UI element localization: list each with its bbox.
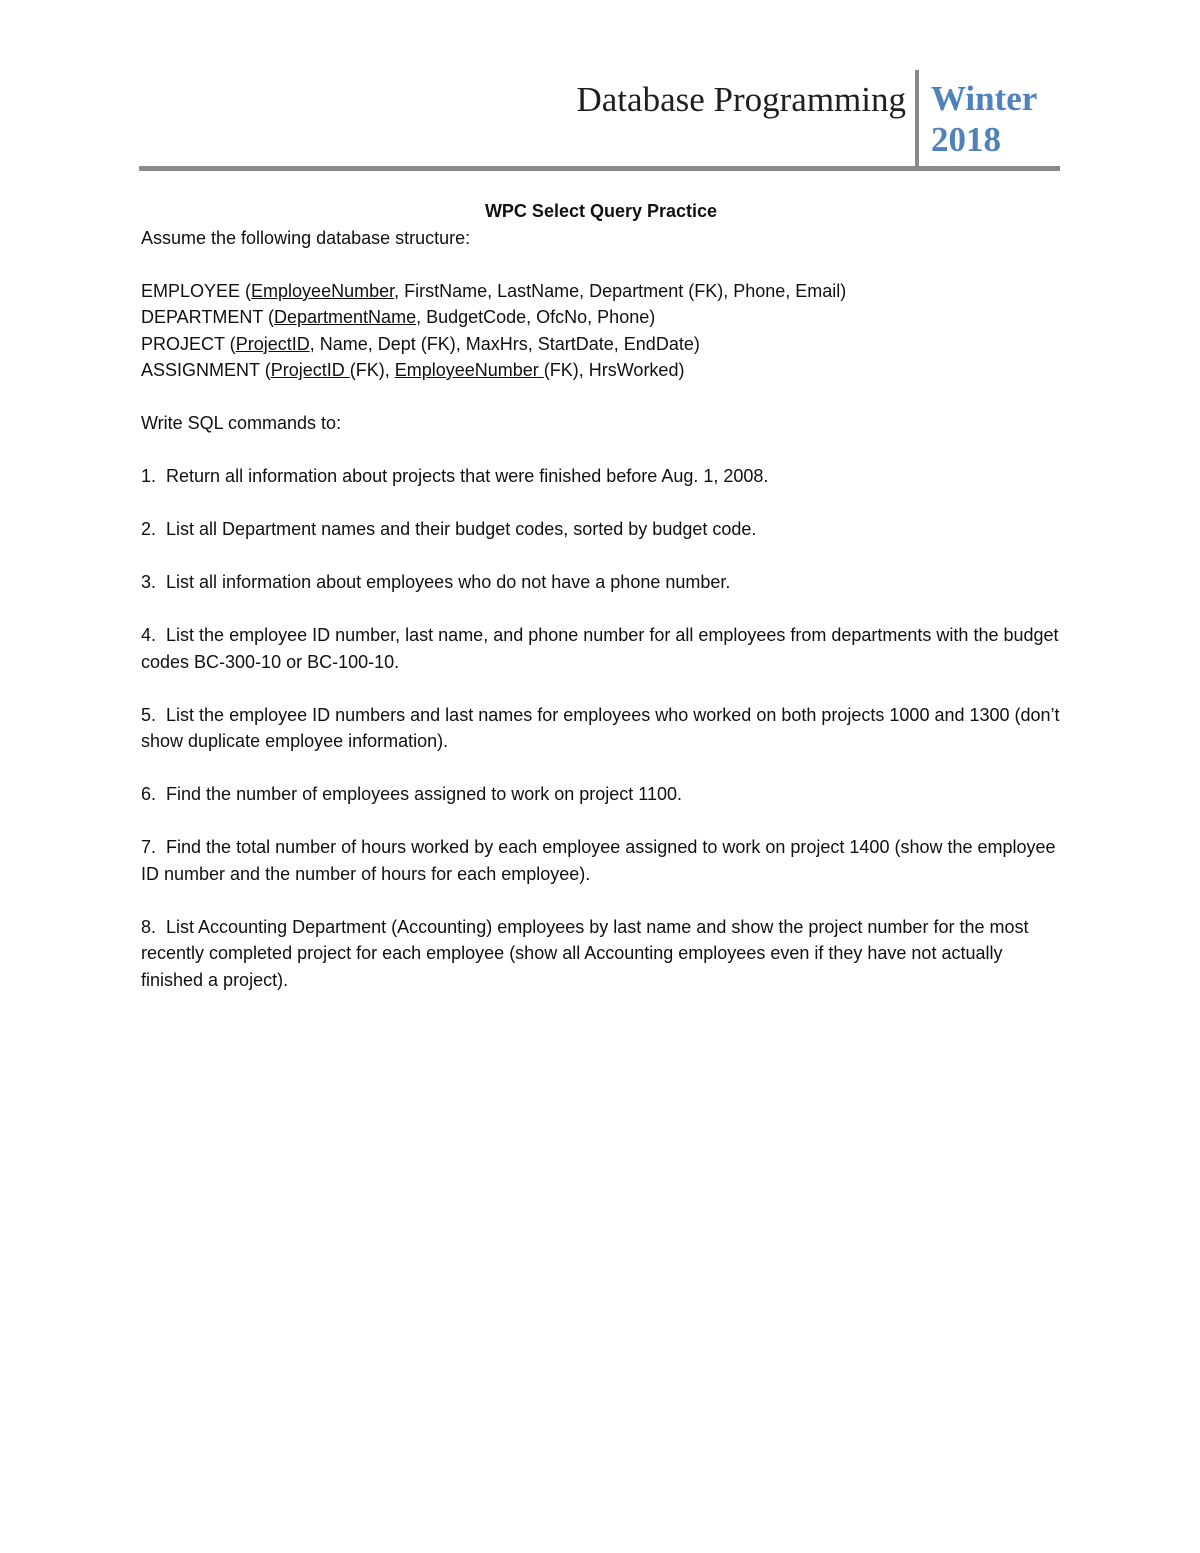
question-text: List all information about employees who do not have a phone number. xyxy=(166,572,731,592)
schema-line-employee xyxy=(141,278,1061,305)
document-body xyxy=(141,198,1061,1020)
schema-primary-key: ProjectID xyxy=(235,333,310,354)
schema-table: ASSIGNMENT ( xyxy=(141,360,271,380)
question-number: 6. xyxy=(141,784,157,804)
document-title: WPC Select Query Practice xyxy=(484,201,718,221)
question-5 xyxy=(141,702,1061,755)
schema-line-department xyxy=(141,304,1061,331)
question-7 xyxy=(141,834,1061,887)
question-text: Find the number of employees assigned to work on project 1100. xyxy=(166,784,682,804)
header-term-year: 2018 xyxy=(931,120,1001,159)
question-text: List the employee ID numbers and last names for employees who worked on both projects 1000 and 1300 (don’t show duplicate employee information). xyxy=(141,704,1060,751)
schema-columns: , BudgetCode, OfcNo, Phone) xyxy=(416,307,656,327)
question-number: 8. xyxy=(141,916,157,937)
question-2 xyxy=(141,516,1061,543)
header-divider xyxy=(915,70,919,170)
schema-columns: (FK), HrsWorked) xyxy=(543,360,685,380)
schema-primary-key: DepartmentName xyxy=(274,307,417,327)
schema-columns: , Name, Dept (FK), MaxHrs, StartDate, EndDate) xyxy=(309,333,700,354)
schema-line-project xyxy=(141,331,1061,358)
schema-line-assignment xyxy=(141,357,1061,384)
question-4 xyxy=(141,622,1061,675)
intro-text: Assume the following database structure: xyxy=(141,227,471,248)
spacer xyxy=(141,437,1061,464)
schema-fk-label: (FK), xyxy=(349,360,395,380)
schema-table: PROJECT ( xyxy=(141,333,236,354)
question-text: List Accounting Department (Accounting) employees by last name and show the project number for the most recently completed project for each employee (show all Accounting employees even if they have not actually finished a project). xyxy=(141,916,1029,990)
schema-primary-key: ProjectID xyxy=(270,360,350,380)
question-8 xyxy=(141,914,1061,994)
question-number: 5. xyxy=(141,704,157,725)
schema-table: DEPARTMENT ( xyxy=(141,307,275,327)
header-course-title: Database Programming xyxy=(576,80,906,119)
schema-primary-key-2: EmployeeNumber xyxy=(394,360,544,380)
question-text: Return all information about projects that were finished before Aug. 1, 2008. xyxy=(166,466,769,486)
question-1 xyxy=(141,463,1061,490)
question-3 xyxy=(141,569,1061,596)
question-text: Find the total number of hours worked by each employee assigned to work on project 1400 (show the employee ID number and the number of hours for each employee). xyxy=(141,837,1056,884)
spacer xyxy=(141,384,1061,411)
question-number: 7. xyxy=(141,837,157,857)
header-rule xyxy=(139,166,1060,171)
question-text: List the employee ID number, last name, and phone number for all employees from departments with the budget codes BC-300-10 or BC-100-10. xyxy=(141,625,1059,672)
header-term xyxy=(931,78,1061,160)
header-term-season: Winter xyxy=(931,79,1038,118)
question-number: 1. xyxy=(141,466,157,486)
question-number: 4. xyxy=(141,625,157,645)
question-number: 2. xyxy=(141,519,157,539)
question-text: List all Department names and their budget codes, sorted by budget code. xyxy=(166,519,757,539)
instruction-text: Write SQL commands to: xyxy=(141,413,342,433)
schema-primary-key: EmployeeNumber xyxy=(251,280,395,301)
question-number: 3. xyxy=(141,572,157,592)
schema-columns: , FirstName, LastName, Department (FK), Phone, Email) xyxy=(394,280,847,301)
question-6 xyxy=(141,781,1061,808)
spacer xyxy=(141,251,1061,278)
schema-table: EMPLOYEE ( xyxy=(141,280,252,301)
